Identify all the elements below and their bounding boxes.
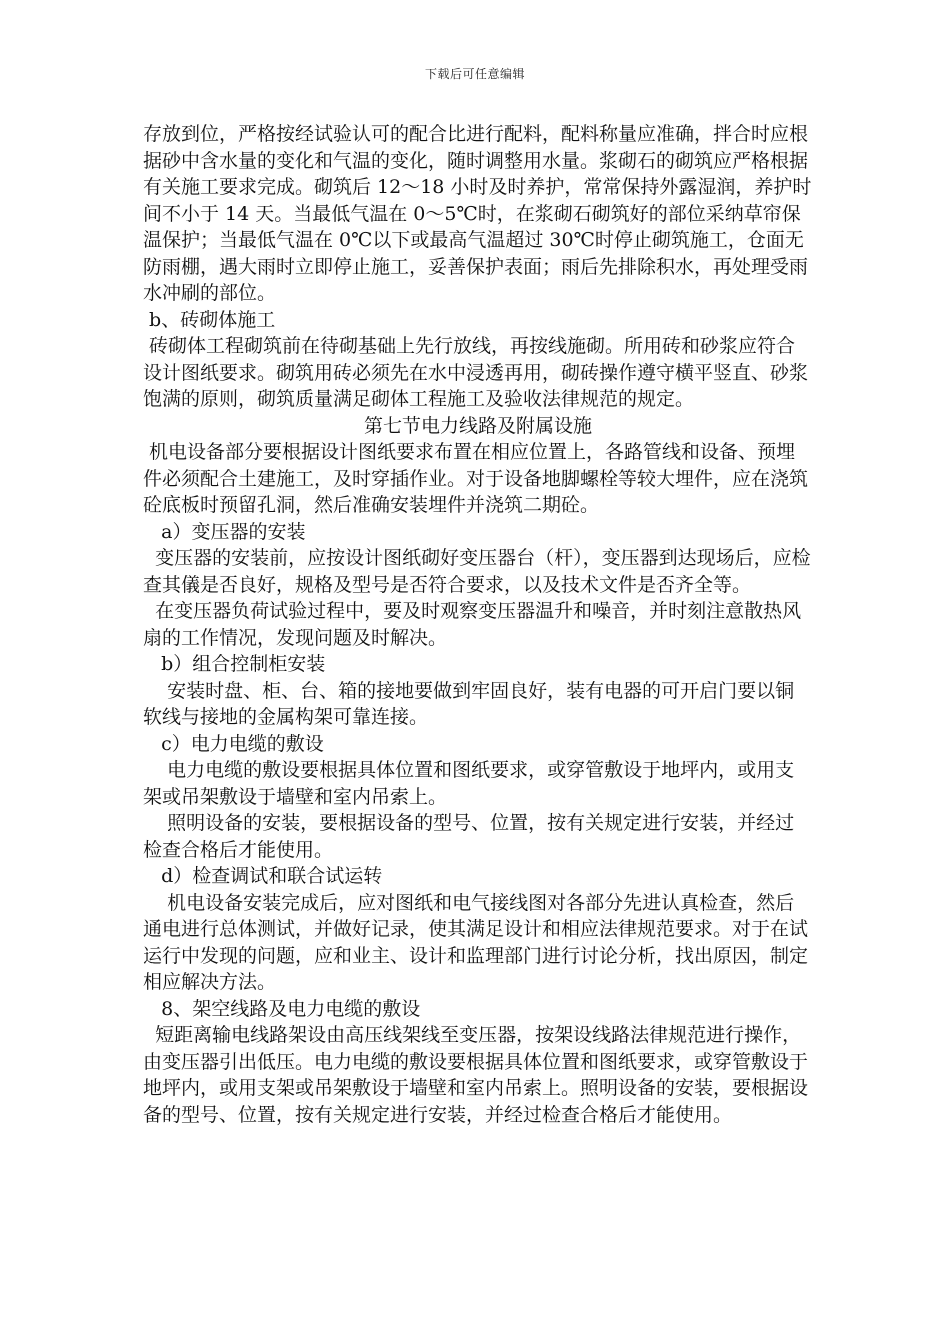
section-title: 第七节电力线路及附属设施: [363, 414, 592, 437]
paragraph-power-cable: 电力电缆的敷设要根据具体位置和图纸要求，或穿管敷设于地坪内，或用支架或吊架敷设于墙壁和室内吊索上。: [143, 759, 795, 808]
paragraph-control-cabinet: 安装时盘、柜、台、箱的接地要做到牢固良好，装有电器的可开启门要以铜软线与接地的金属构架可靠连接。: [143, 679, 795, 728]
heading-overhead-lines: 8、架空线路及电力电缆的敷设: [143, 997, 421, 1020]
paragraph-electromechanical: 机电设备部分要根据设计图纸要求布置在相应位置上，各路管线和设备、预埋件必须配合土建施工，及时穿插作业。对于设备地脚螺栓等较大埋件，应在浇筑砼底板时预留孔洞，然后准确安装埋件并浇筑二期砼。: [143, 441, 809, 516]
document-body: [143, 121, 813, 1128]
page-header: 下载后可任意编辑: [424, 67, 525, 81]
paragraph-overhead-lines: 短距离输电线路架设由高压线架线至变压器，按架设线路法律规范进行操作，由变压器引出低压。电力电缆的敷设要根据具体位置和图纸要求，或穿管敷设于地坪内，或用支架或吊架敷设于墙壁和室内吊索上。照明设备的安装，要根据设备的型号、位置，按有关规定进行安装，并经过检查合格后才能使用。: [143, 1024, 809, 1126]
paragraph-commissioning: 机电设备安装完成后，应对图纸和电气接线图对各部分先进认真检查，然后通电进行总体测试，并做好记录，使其满足设计和相应法律规范要求。对于在试运行中发现的问题，应和业主、设计和监理部门进行讨论分析，找出原因，制定相应解决方法。: [143, 891, 809, 993]
heading-control-cabinet: b）组合控制柜安装: [143, 653, 326, 675]
heading-brick-masonry: b、砖砌体施工: [143, 308, 276, 331]
heading-transformer: a）变压器的安装: [143, 520, 306, 543]
heading-power-cable: c）电力电缆的敷设: [143, 732, 324, 755]
paragraph-transformer-install: 变压器的安装前，应按设计图纸砌好变压器台（杆），变压器到达现场后，应检查其儀是否良好，规格及型号是否符合要求，以及技术文件是否齐全等。: [143, 547, 811, 596]
paragraph-transformer-test: 在变压器负荷试验过程中，要及时观察变压器温升和噪音，并时刻注意散热风扇的工作情况，发现问题及时解决。: [143, 600, 802, 649]
paragraph-masonry-curing: 存放到位，严格按经试验认可的配合比进行配料，配料称量应准确，拌合时应根据砂中含水量的变化和气温的变化，随时调整用水量。浆砌石的砌筑应严格根据有关施工要求完成。砌筑后 12～18 小时及时养护，常常保持外露湿润，养护时间不小于 14 天。当最低气温在 0～5℃时，在浆砌石砌筑好的部位采纳草帘保温保护；当最低气温在 0℃以下或最高气温超过 30℃时停止砌筑施工，仓面无防雨棚，遇大雨时立即停止施工，妥善保护表面；雨后先排除积水，再处理受雨水冲刷的部位。: [143, 123, 812, 304]
paragraph-brick-masonry: 砖砌体工程砌筑前在待砌基础上先行放线，再按线施砌。所用砖和砂浆应符合设计图纸要求。砌筑用砖必须先在水中浸透再用，砌砖操作遵守横平竖直、砂浆饱满的原则，砌筑质量满足砌体工程施工及验收法律规范的规定。: [143, 335, 809, 410]
heading-commissioning: d）检查调试和联合试运转: [143, 865, 383, 887]
paragraph-lighting: 照明设备的安装，要根据设备的型号、位置，按有关规定进行安装，并经过检查合格后才能使用。: [143, 812, 795, 861]
